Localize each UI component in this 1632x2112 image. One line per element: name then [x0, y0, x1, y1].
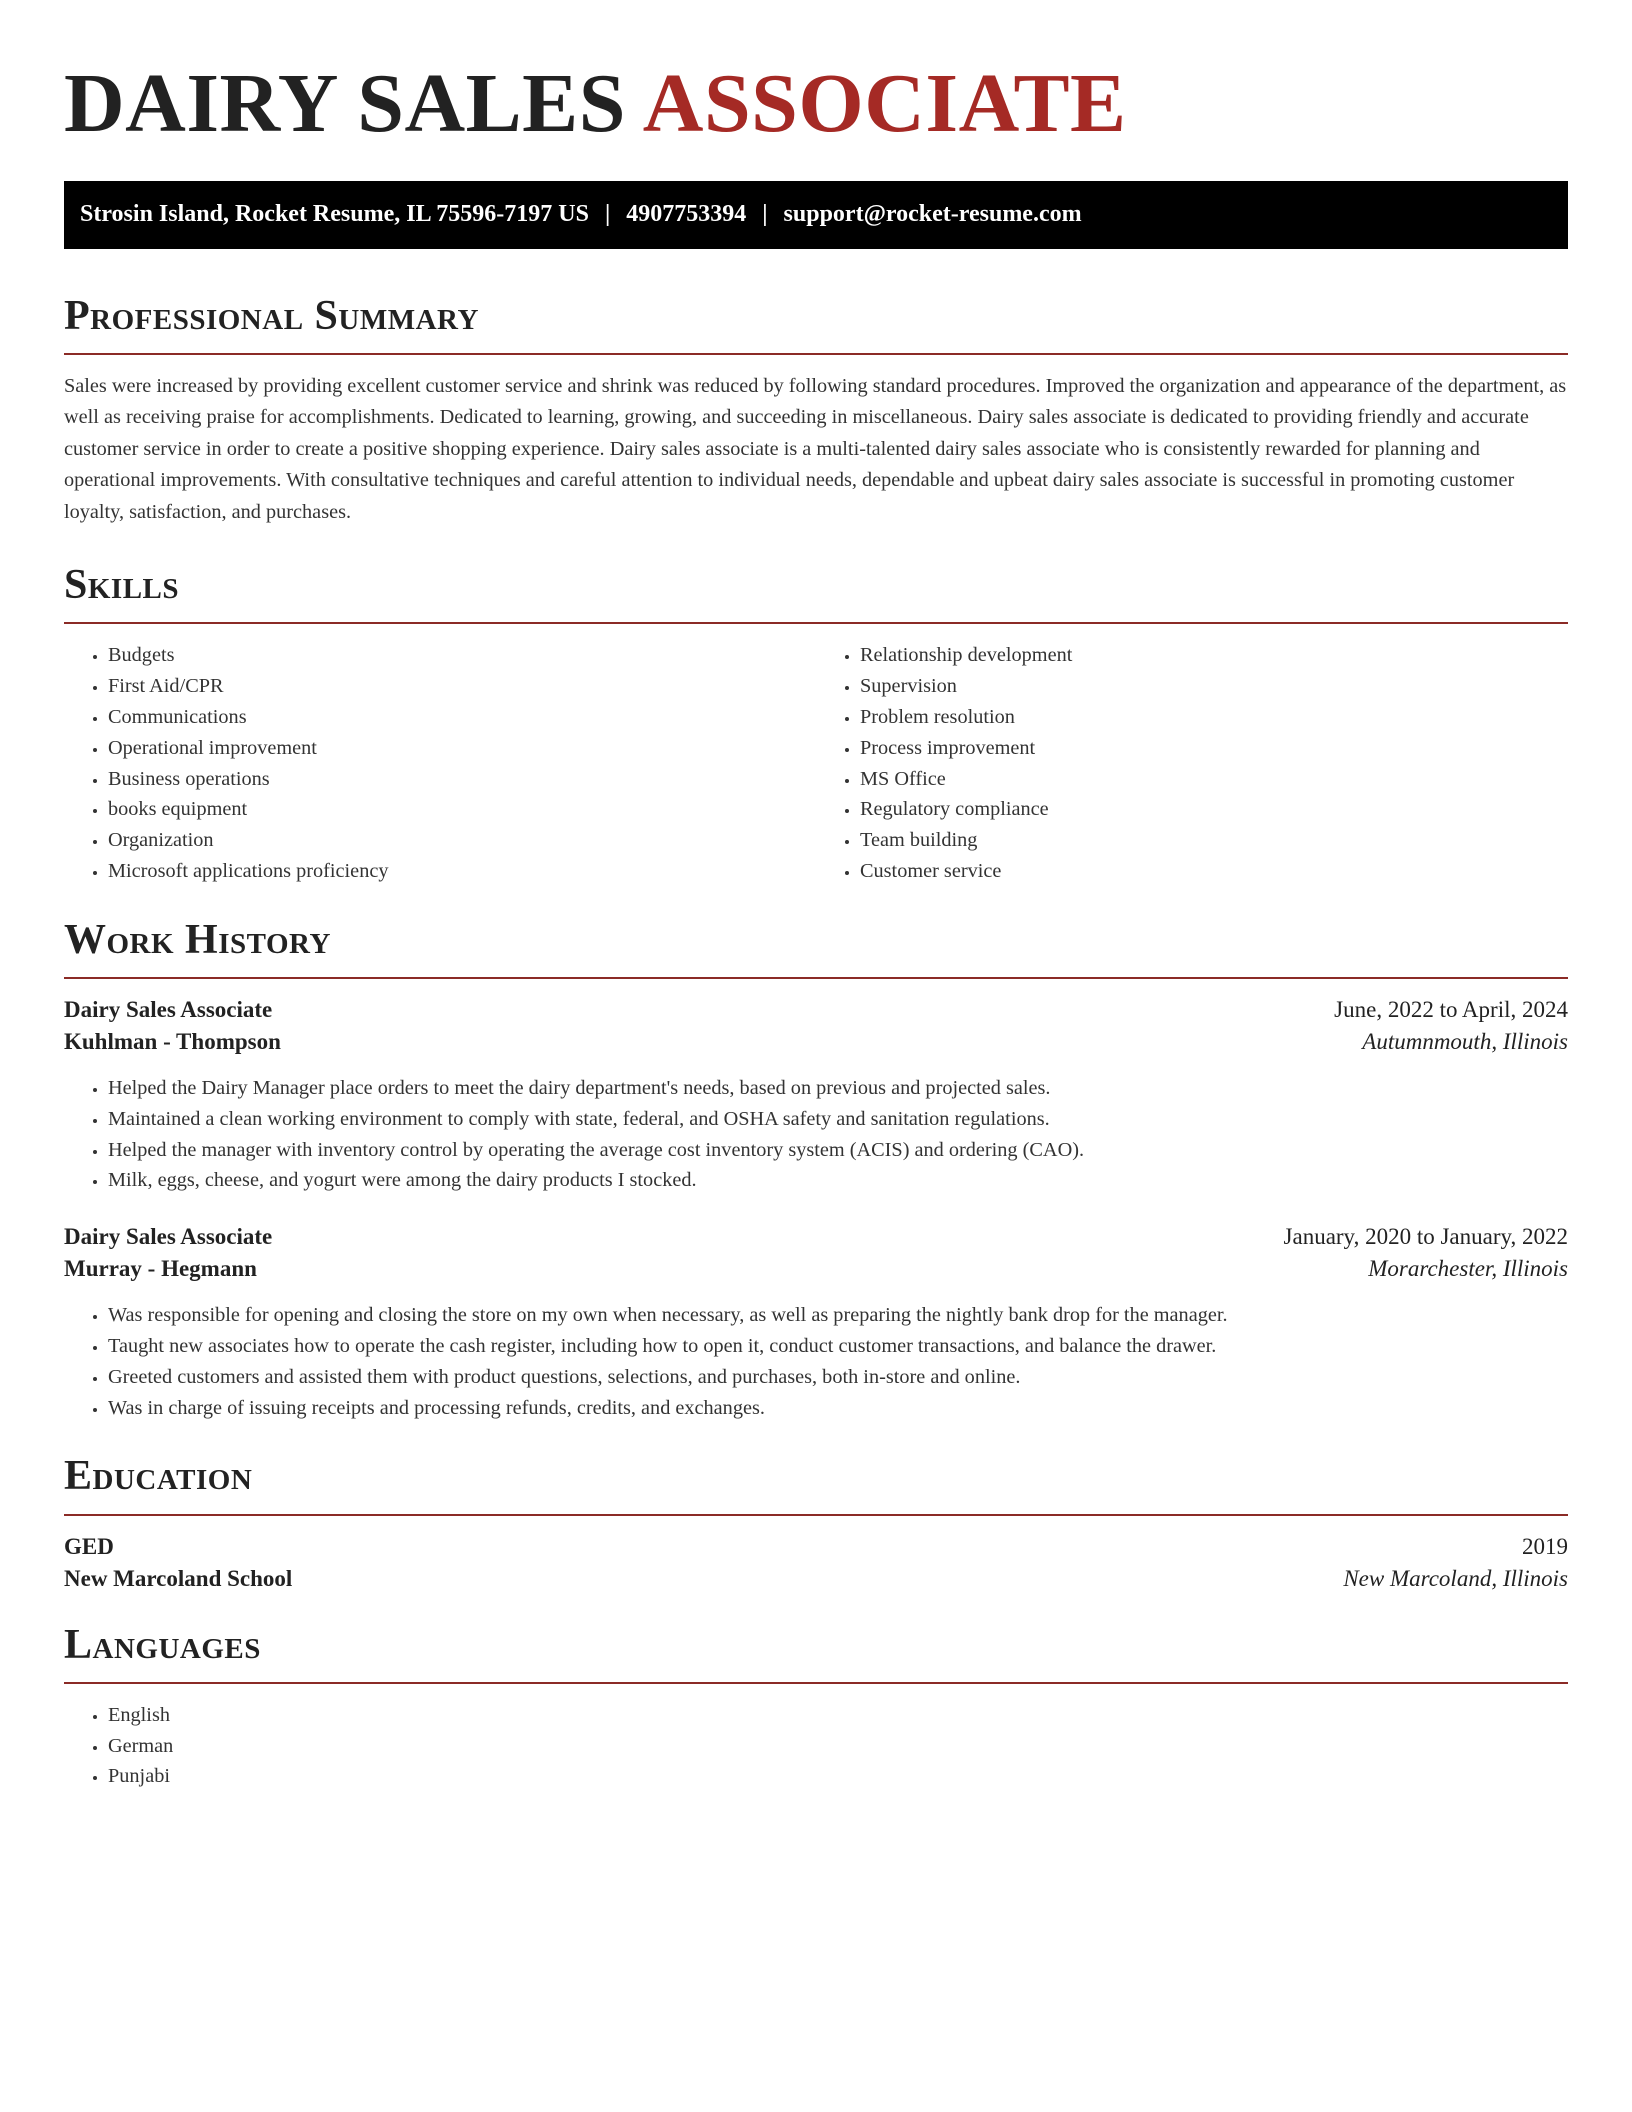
skill-item: • Team building: [860, 825, 1568, 856]
title-main: DAIRY SALES: [64, 57, 626, 150]
job-duty: • Milk, eggs, cheese, and yogurt were among the dairy products I stocked.: [108, 1165, 1568, 1196]
job-entry: [64, 1224, 1568, 1423]
job-title: Dairy Sales Associate: [64, 1224, 273, 1250]
education-year: 2019: [1522, 1533, 1568, 1559]
summary-text: Sales were increased by providing excellent customer service and shrink was reduced by following standard procedures. Improved the organization and appearance of the department, as well as receiving praise for accomplishments. Dedicated to learning, growing, and succeeding in miscellaneous. Dairy sales associate is dedicated to providing friendly and accurate customer service in order to create a positive shopping experience. Dairy sales associate is a multi-talented dairy sales associate who is consistently rewarded for planning and operational improvements. With consultative techniques and careful attention to individual needs, dependable and upbeat dairy sales associate is successful in promoting customer loyalty, satisfaction, and purchases.: [64, 374, 1567, 523]
job-location: Autumnmouth, Illinois: [1362, 1029, 1568, 1055]
section-divider: [64, 1514, 1568, 1516]
section-divider: [64, 1682, 1568, 1684]
skills-list-right: [816, 640, 1568, 886]
education-location: New Marcoland, Illinois: [1343, 1565, 1568, 1591]
skill-item: • Supervision: [860, 671, 1568, 702]
skill-item: • Communications: [108, 702, 816, 733]
education-subheader: [64, 1566, 1568, 1592]
job-dates: January, 2020 to January, 2022: [1283, 1224, 1568, 1250]
job-duty: • Was in charge of issuing receipts and processing refunds, credits, and exchanges.: [108, 1393, 1568, 1424]
contact-email: support@rocket-resume.com: [783, 201, 1082, 228]
contact-bar: [64, 181, 1568, 249]
job-duty: • Was responsible for opening and closing the store on my own when necessary, as well as preparing the nightly bank drop for the manager.: [108, 1300, 1568, 1331]
skill-item: • Customer service: [860, 856, 1568, 887]
skills-section: [64, 562, 1568, 887]
languages-list: [64, 1700, 1568, 1792]
skill-item: • Regulatory compliance: [860, 794, 1568, 825]
skill-item: • Organization: [108, 825, 816, 856]
job-location: Morarchester, Illinois: [1368, 1256, 1568, 1282]
job-duties: [64, 1300, 1568, 1423]
language-item: • English: [108, 1700, 1568, 1731]
education-heading: Education: [64, 1453, 253, 1500]
summary-heading: Professional Summary: [64, 292, 479, 339]
education-header: [64, 1534, 1568, 1560]
job-duty: • Greeted customers and assisted them with product questions, selections, and purchases, both in-store and online.: [108, 1362, 1568, 1393]
skill-item: • Operational improvement: [108, 733, 816, 764]
job-company: Murray - Hegmann: [64, 1256, 257, 1282]
resume-title: [64, 56, 1568, 153]
job-duties: [64, 1073, 1568, 1196]
skills-column-left: [64, 624, 816, 886]
job-dates: June, 2022 to April, 2024: [1334, 997, 1568, 1023]
section-divider: [64, 353, 1568, 355]
language-item: • Punjabi: [108, 1761, 1568, 1792]
skills-list-left: [64, 640, 816, 886]
education-school: New Marcoland School: [64, 1565, 293, 1591]
skill-item: • Problem resolution: [860, 702, 1568, 733]
job-header: [64, 1224, 1568, 1250]
skill-item: • books equipment: [108, 794, 816, 825]
skills-grid: [64, 624, 1568, 886]
summary-section: [64, 293, 1568, 529]
skills-column-right: [816, 624, 1568, 886]
skill-item: • Business operations: [108, 764, 816, 795]
job-company: Kuhlman - Thompson: [64, 1029, 281, 1055]
contact-phone: 4907753394: [626, 201, 747, 228]
contact-separator: |: [604, 201, 611, 228]
skill-item: • First Aid/CPR: [108, 671, 816, 702]
skill-item: • Relationship development: [860, 640, 1568, 671]
education-degree: GED: [64, 1533, 114, 1559]
job-duty: • Helped the manager with inventory control by operating the average cost inventory system (ACIS) and ordering (CAO).: [108, 1135, 1568, 1166]
work-history-heading: Work History: [64, 916, 331, 963]
skill-item: • Process improvement: [860, 733, 1568, 764]
job-title: Dairy Sales Associate: [64, 997, 273, 1023]
skill-item: • Budgets: [108, 640, 816, 671]
education-section: [64, 1453, 1568, 1591]
language-item: • German: [108, 1731, 1568, 1762]
work-history-section: [64, 917, 1568, 1424]
job-entry: [64, 997, 1568, 1196]
job-duty: • Maintained a clean working environment to comply with state, federal, and OSHA safety and sanitation regulations.: [108, 1104, 1568, 1135]
skills-heading: Skills: [64, 562, 180, 609]
languages-section: [64, 1622, 1568, 1793]
job-duty: • Taught new associates how to operate the cash register, including how to open it, conduct customer transactions, and balance the drawer.: [108, 1331, 1568, 1362]
title-accent: ASSOCIATE: [642, 57, 1127, 150]
contact-separator: |: [762, 201, 768, 228]
job-duty: • Helped the Dairy Manager place orders to meet the dairy department's needs, based on previous and projected sales.: [108, 1073, 1568, 1104]
contact-address: Strosin Island, Rocket Resume, IL 75596-7197 US: [80, 201, 589, 228]
section-divider: [64, 977, 1568, 979]
skill-item: • MS Office: [860, 764, 1568, 795]
languages-heading: Languages: [64, 1621, 261, 1668]
job-subheader: [64, 1029, 1568, 1055]
job-header: [64, 997, 1568, 1023]
job-subheader: [64, 1256, 1568, 1282]
skill-item: • Microsoft applications proficiency: [108, 856, 816, 887]
